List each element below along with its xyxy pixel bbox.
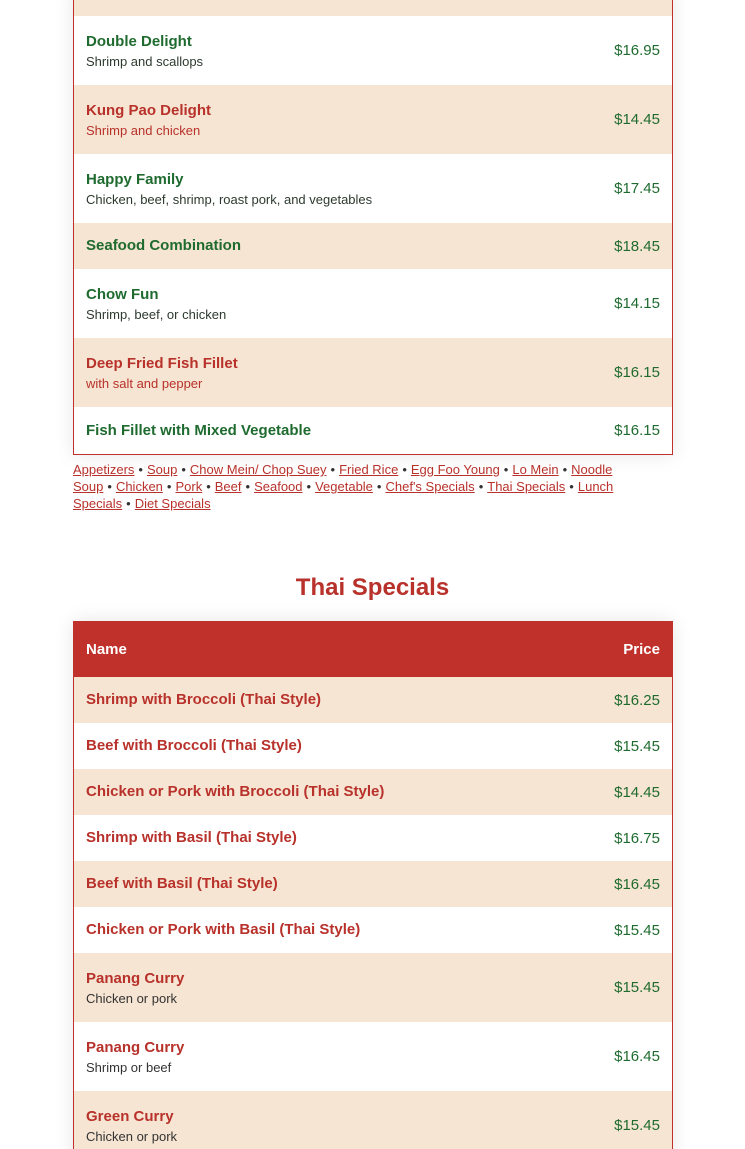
item-name: Beef with Basil (Thai Style) — [86, 875, 278, 892]
item-name: Double Delight — [86, 32, 192, 50]
thai-specials-table — [73, 621, 673, 1149]
table-row — [74, 1091, 672, 1149]
item-name: Shrimp with Basil (Thai Style) — [86, 829, 297, 846]
nav-separator: • — [569, 479, 574, 494]
item-price: $16.45 — [614, 875, 660, 893]
item-price: $14.15 — [614, 295, 660, 312]
item-description: Shrimp, beef, or chicken — [86, 306, 227, 322]
item-price: $16.15 — [614, 422, 660, 439]
nav-link-chow-mein-chop-suey[interactable]: Chow Mein/ Chop Suey — [189, 462, 327, 477]
item-description: Chicken, beef, shrimp, roast pork, and vegetables — [86, 191, 373, 207]
item-price: $16.45 — [614, 1048, 660, 1065]
item-name: Happy Family — [86, 170, 184, 188]
item-price: $18.45 — [614, 237, 660, 255]
table-row — [74, 815, 672, 861]
table-row — [74, 861, 672, 907]
category-nav — [73, 461, 673, 512]
nav-separator: • — [181, 462, 186, 477]
table-row — [74, 269, 672, 338]
table-row — [74, 953, 672, 1022]
nav-separator: • — [562, 462, 568, 477]
nav-separator: • — [126, 496, 131, 511]
table-row — [74, 907, 672, 953]
item-name: Panang Curry — [86, 969, 185, 987]
item-name: Chicken or Pork with Broccoli (Thai Style) — [86, 783, 385, 800]
nav-separator: • — [306, 479, 312, 494]
item-price: $15.45 — [614, 737, 660, 755]
nav-link-fried-rice[interactable]: Fried Rice — [339, 462, 399, 477]
item-name: Beef with Broccoli (Thai Style) — [86, 737, 302, 754]
nav-separator: • — [138, 462, 143, 477]
item-price: $15.45 — [614, 921, 660, 939]
nav-link-appetizers[interactable]: Appetizers — [73, 462, 135, 477]
item-name: Chicken or Pork with Basil (Thai Style) — [86, 921, 361, 938]
nav-link-soup[interactable]: Soup — [146, 462, 178, 477]
nav-link-diet-specials[interactable]: Diet Specials — [134, 496, 211, 511]
nav-link-pork[interactable]: Pork — [175, 479, 203, 494]
nav-link-vegetable[interactable]: Vegetable — [315, 479, 373, 494]
item-name: Shrimp with Broccoli (Thai Style) — [86, 691, 322, 708]
item-name: Panang Curry — [86, 1038, 185, 1056]
nav-link-chef-s-specials[interactable]: Chef's Specials — [385, 479, 475, 494]
item-description: Shrimp and chicken — [86, 122, 201, 138]
item-price: $15.45 — [614, 979, 660, 996]
table-row — [74, 677, 672, 723]
table-row — [74, 723, 672, 769]
table-row — [74, 407, 672, 454]
nav-link-lo-mein[interactable]: Lo Mein — [512, 462, 559, 477]
column-header-name: Name — [86, 641, 127, 658]
item-name: Seafood Combination — [86, 237, 241, 254]
nav-link-chicken[interactable]: Chicken — [115, 479, 163, 494]
table-row — [74, 85, 672, 154]
table-row — [74, 223, 672, 269]
nav-separator: • — [402, 462, 407, 477]
nav-link-lunch-specials[interactable]: Lunch Specials — [73, 479, 614, 511]
item-name: Kung Pao Delight — [86, 101, 211, 119]
table-row — [74, 338, 672, 407]
item-price: $16.95 — [614, 42, 660, 59]
seafood-menu-table — [73, 0, 673, 455]
nav-link-thai-specials[interactable]: Thai Specials — [487, 479, 566, 494]
table-header — [74, 622, 672, 677]
table-row — [74, 16, 672, 85]
item-description: Shrimp or beef — [86, 1059, 172, 1075]
nav-separator: • — [166, 479, 172, 494]
item-description: Chicken or pork — [86, 1128, 178, 1144]
table-row-partial — [74, 0, 672, 16]
table-row — [74, 1022, 672, 1091]
section-title: Thai Specials — [295, 574, 450, 601]
nav-separator: • — [107, 479, 112, 494]
item-name: Fish Fillet with Mixed Vegetable — [86, 421, 312, 439]
nav-separator: • — [330, 462, 336, 477]
nav-link-seafood[interactable]: Seafood — [254, 479, 303, 494]
item-price: $15.45 — [614, 1117, 660, 1134]
item-name: Green Curry — [86, 1107, 174, 1125]
item-name: Deep Fried Fish Fillet — [86, 354, 238, 372]
nav-link-beef[interactable]: Beef — [214, 479, 242, 494]
item-price: $16.15 — [614, 364, 660, 381]
item-price: $14.45 — [614, 111, 660, 128]
column-header-price: Price — [623, 641, 660, 658]
nav-separator: • — [206, 479, 211, 494]
table-row — [74, 769, 672, 815]
nav-separator: • — [503, 462, 509, 477]
item-price: $17.45 — [614, 180, 660, 197]
nav-link-noodle-soup[interactable]: Noodle Soup — [73, 462, 613, 494]
nav-link-egg-foo-young[interactable]: Egg Foo Young — [410, 462, 500, 477]
table-row — [74, 154, 672, 223]
item-description: with salt and pepper — [86, 375, 203, 391]
item-description: Shrimp and scallops — [86, 53, 204, 69]
item-description: Chicken or pork — [86, 990, 178, 1006]
nav-separator: • — [376, 479, 382, 494]
nav-separator: • — [245, 479, 251, 494]
nav-separator: • — [478, 479, 484, 494]
item-price: $16.75 — [614, 829, 660, 847]
item-price: $14.45 — [614, 783, 660, 801]
item-name: Chow Fun — [86, 285, 159, 303]
item-price: $16.25 — [614, 691, 660, 709]
